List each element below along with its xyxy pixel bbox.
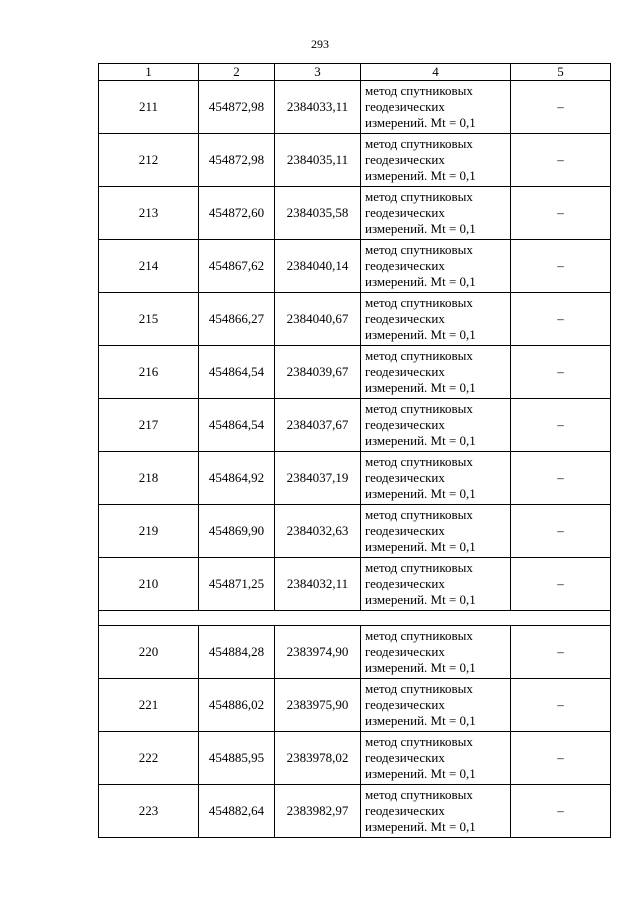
note-cell: – (511, 293, 611, 346)
separator-row (99, 611, 611, 626)
point-number-cell: 221 (99, 679, 199, 732)
method-cell: метод спутниковых геодезических измерений. Mt = 0,1 (361, 785, 511, 838)
table-row (99, 81, 611, 134)
table-row (99, 679, 611, 732)
method-cell: метод спутниковых геодезических измерений. Mt = 0,1 (361, 558, 511, 611)
coordinate-y-cell: 2384037,19 (275, 452, 361, 505)
point-number-cell: 223 (99, 785, 199, 838)
coordinate-x-cell: 454884,28 (199, 626, 275, 679)
table-row (99, 558, 611, 611)
note-cell: – (511, 452, 611, 505)
coordinate-x-cell: 454864,54 (199, 399, 275, 452)
coordinates-table-body (99, 64, 611, 838)
note-cell: – (511, 505, 611, 558)
table-row (99, 399, 611, 452)
separator-cell (99, 611, 611, 626)
column-header-5: 5 (511, 64, 611, 81)
coordinate-y-cell: 2384040,67 (275, 293, 361, 346)
table-row (99, 626, 611, 679)
method-cell: метод спутниковых геодезических измерений. Mt = 0,1 (361, 626, 511, 679)
method-cell: метод спутниковых геодезических измерений. Mt = 0,1 (361, 187, 511, 240)
coordinate-x-cell: 454864,54 (199, 346, 275, 399)
table-row (99, 240, 611, 293)
coordinate-x-cell: 454871,25 (199, 558, 275, 611)
coordinate-y-cell: 2384040,14 (275, 240, 361, 293)
point-number-cell: 216 (99, 346, 199, 399)
note-cell: – (511, 785, 611, 838)
note-cell: – (511, 732, 611, 785)
note-cell: – (511, 240, 611, 293)
coordinate-x-cell: 454872,98 (199, 134, 275, 187)
coordinate-x-cell: 454866,27 (199, 293, 275, 346)
note-cell: – (511, 81, 611, 134)
coordinate-x-cell: 454867,62 (199, 240, 275, 293)
note-cell: – (511, 558, 611, 611)
coordinate-y-cell: 2383975,90 (275, 679, 361, 732)
coordinate-y-cell: 2384032,11 (275, 558, 361, 611)
coordinate-x-cell: 454886,02 (199, 679, 275, 732)
coordinate-x-cell: 454885,95 (199, 732, 275, 785)
coordinate-x-cell: 454882,64 (199, 785, 275, 838)
table-row (99, 785, 611, 838)
coordinates-table (98, 63, 611, 838)
point-number-cell: 217 (99, 399, 199, 452)
coordinate-y-cell: 2384032,63 (275, 505, 361, 558)
table-row (99, 452, 611, 505)
coordinate-y-cell: 2384033,11 (275, 81, 361, 134)
method-cell: метод спутниковых геодезических измерений. Mt = 0,1 (361, 293, 511, 346)
method-cell: метод спутниковых геодезических измерений. Mt = 0,1 (361, 505, 511, 558)
coordinate-y-cell: 2384035,11 (275, 134, 361, 187)
method-cell: метод спутниковых геодезических измерений. Mt = 0,1 (361, 240, 511, 293)
table-row (99, 293, 611, 346)
coordinate-x-cell: 454872,60 (199, 187, 275, 240)
method-cell: метод спутниковых геодезических измерений. Mt = 0,1 (361, 81, 511, 134)
column-header-4: 4 (361, 64, 511, 81)
point-number-cell: 211 (99, 81, 199, 134)
point-number-cell: 214 (99, 240, 199, 293)
coordinate-y-cell: 2383974,90 (275, 626, 361, 679)
table-row (99, 732, 611, 785)
header-row (99, 64, 611, 81)
method-cell: метод спутниковых геодезических измерений. Mt = 0,1 (361, 134, 511, 187)
method-cell: метод спутниковых геодезических измерений. Mt = 0,1 (361, 452, 511, 505)
point-number-cell: 213 (99, 187, 199, 240)
coordinate-y-cell: 2383978,02 (275, 732, 361, 785)
note-cell: – (511, 399, 611, 452)
column-header-2: 2 (199, 64, 275, 81)
point-number-cell: 219 (99, 505, 199, 558)
table-row (99, 346, 611, 399)
column-header-1: 1 (99, 64, 199, 81)
method-cell: метод спутниковых геодезических измерений. Mt = 0,1 (361, 732, 511, 785)
point-number-cell: 222 (99, 732, 199, 785)
coordinate-y-cell: 2384037,67 (275, 399, 361, 452)
method-cell: метод спутниковых геодезических измерений. Mt = 0,1 (361, 346, 511, 399)
point-number-cell: 218 (99, 452, 199, 505)
coordinate-y-cell: 2384035,58 (275, 187, 361, 240)
method-cell: метод спутниковых геодезических измерений. Mt = 0,1 (361, 679, 511, 732)
table-row (99, 134, 611, 187)
coordinate-x-cell: 454869,90 (199, 505, 275, 558)
point-number-cell: 212 (99, 134, 199, 187)
note-cell: – (511, 679, 611, 732)
note-cell: – (511, 134, 611, 187)
column-header-3: 3 (275, 64, 361, 81)
table-row (99, 505, 611, 558)
coordinate-x-cell: 454864,92 (199, 452, 275, 505)
point-number-cell: 210 (99, 558, 199, 611)
note-cell: – (511, 626, 611, 679)
page-number: 293 (311, 37, 329, 51)
table-row (99, 187, 611, 240)
point-number-cell: 220 (99, 626, 199, 679)
coordinate-x-cell: 454872,98 (199, 81, 275, 134)
note-cell: – (511, 187, 611, 240)
method-cell: метод спутниковых геодезических измерений. Mt = 0,1 (361, 399, 511, 452)
coordinate-y-cell: 2384039,67 (275, 346, 361, 399)
point-number-cell: 215 (99, 293, 199, 346)
note-cell: – (511, 346, 611, 399)
coordinate-y-cell: 2383982,97 (275, 785, 361, 838)
